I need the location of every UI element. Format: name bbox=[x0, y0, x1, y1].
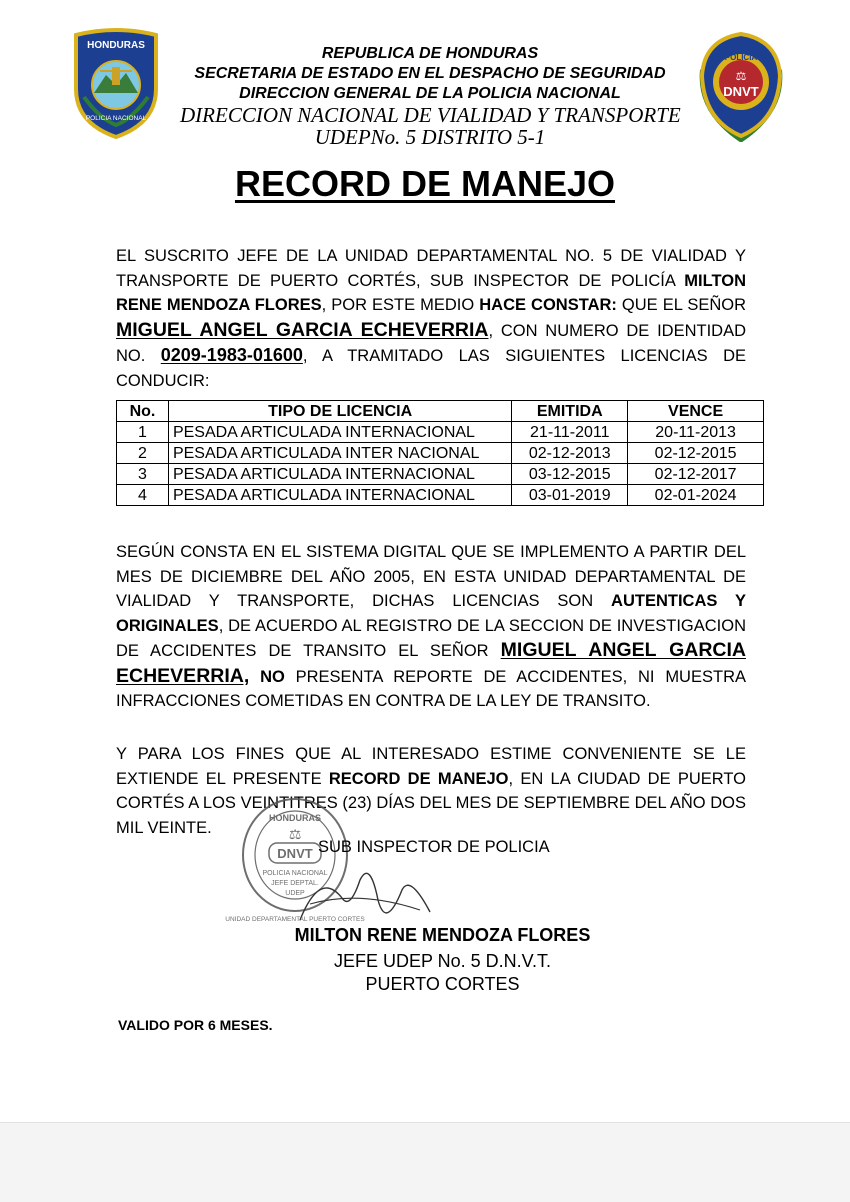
scan-bottom-margin bbox=[0, 1122, 850, 1202]
cell-no: 2 bbox=[117, 443, 169, 464]
stamp-ring1-text: POLICIA NACIONAL bbox=[262, 870, 328, 877]
cell-vence: 02-01-2024 bbox=[628, 485, 764, 506]
col-header-vence: VENCE bbox=[628, 401, 764, 422]
col-header-tipo: TIPO DE LICENCIA bbox=[168, 401, 511, 422]
cell-no: 3 bbox=[117, 464, 169, 485]
body2-text-2: , DE ACUERDO AL REGISTRO DE LA SECCION DE INVESTIGACION DE ACCIDENTES DE TRANSITO EL SEÑOR bbox=[116, 616, 746, 660]
table-row bbox=[117, 464, 764, 485]
table-header-row bbox=[117, 401, 764, 422]
letterhead bbox=[180, 44, 680, 148]
body3-text-1: Y PARA LOS FINES QUE AL INTERESADO ESTIME CONVENIENTE SE LE EXTIENDE EL PRESENTE bbox=[116, 745, 746, 788]
intro-text-2: , POR ESTE MEDIO bbox=[321, 296, 480, 314]
stamp-outer-text: UNIDAD DEPARTAMENTAL PUERTO CORTES bbox=[225, 916, 365, 923]
closing-paragraph bbox=[116, 742, 746, 840]
verification-paragraph bbox=[116, 540, 746, 714]
identity-number: 0209-1983-01600 bbox=[160, 345, 303, 365]
cell-tipo: PESADA ARTICULADA INTERNACIONAL bbox=[168, 464, 511, 485]
cell-tipo: PESADA ARTICULADA INTER NACIONAL bbox=[168, 443, 511, 464]
signer-name: MILTON RENE MENDOZA FLORES bbox=[294, 925, 591, 945]
cell-emitida: 21-11-2011 bbox=[512, 422, 628, 443]
licenses-table bbox=[116, 400, 764, 506]
cell-emitida: 03-01-2019 bbox=[512, 485, 628, 506]
stamp-center-text: DNVT bbox=[277, 846, 313, 861]
officer-name: MILTON RENE MENDOZA FLORES bbox=[116, 271, 746, 314]
col-header-emitida: EMITIDA bbox=[512, 401, 628, 422]
cell-tipo: PESADA ARTICULADA INTERNACIONAL bbox=[168, 485, 511, 506]
svg-text:⚖: ⚖ bbox=[735, 69, 747, 83]
cell-emitida: 03-12-2015 bbox=[512, 464, 628, 485]
stamp-ring2-text: JEFE DEPTAL. bbox=[271, 880, 319, 887]
cell-emitida: 02-12-2013 bbox=[512, 443, 628, 464]
no-phrase: NO bbox=[260, 667, 285, 686]
certify-phrase: HACE CONSTAR: bbox=[479, 296, 617, 314]
logo-left-bottom-text: POLICIA NACIONAL bbox=[85, 115, 147, 122]
table-row bbox=[117, 443, 764, 464]
intro-paragraph bbox=[116, 244, 746, 393]
stamp-top-text: HONDURAS bbox=[268, 813, 322, 823]
stamp-ring3-text: UDEP bbox=[285, 890, 305, 897]
table-row bbox=[117, 485, 764, 506]
body3-text-2: , EN LA CIUDAD DE PUERTO CORTÉS A LOS VEINTITRES (23) DÍAS DEL MES DE SEPTIEMBRE DEL AÑO DOS MIL VEINTE. bbox=[116, 769, 747, 837]
col-header-no: No. bbox=[117, 401, 169, 422]
table-row bbox=[117, 422, 764, 443]
header-line-3: DIRECCION GENERAL DE LA POLICIA NACIONAL bbox=[239, 85, 621, 102]
cell-no: 1 bbox=[117, 422, 169, 443]
logo-left-top-text: HONDURAS bbox=[87, 40, 145, 51]
logo-right-mid-text: DNVT bbox=[723, 84, 759, 99]
logo-right-top-text: POLICIA bbox=[724, 53, 758, 62]
policia-nacional-logo bbox=[70, 27, 162, 139]
body2-text-1: SEGÚN CONSTA EN EL SISTEMA DIGITAL QUE SE IMPLEMENTO A PARTIR DEL MES DE DICIEMBRE DEL AÑO 2005, EN ESTA UNIDAD DEPARTAMENTAL DE VIALIDAD Y TRANSPORTE, DICHAS LICENCIAS SON bbox=[116, 543, 746, 610]
cell-tipo: PESADA ARTICULADA INTERNACIONAL bbox=[168, 422, 511, 443]
signer-city: PUERTO CORTES bbox=[365, 974, 520, 994]
header-line-1: REPUBLICA DE HONDURAS bbox=[321, 45, 539, 62]
intro-text-5: , A TRAMITADO LAS SIGUIENTES LICENCIAS DE CONDUCIR: bbox=[116, 347, 746, 390]
document-title bbox=[0, 163, 850, 205]
header-line-4: DIRECCION NACIONAL DE VIALIDAD Y TRANSPORTE bbox=[180, 103, 681, 127]
authentic-phrase: AUTENTICAS Y ORIGINALES bbox=[116, 592, 747, 635]
header-line-5: UDEPNo. 5 DISTRITO 5-1 bbox=[314, 125, 546, 149]
person-name: MIGUEL ANGEL GARCIA ECHEVERRIA bbox=[116, 318, 489, 341]
cell-vence: 02-12-2017 bbox=[628, 464, 764, 485]
intro-text-3: QUE EL SEÑOR bbox=[616, 296, 746, 314]
cell-vence: 02-12-2015 bbox=[628, 443, 764, 464]
signer-rank: SUB INSPECTOR DE POLICIA bbox=[318, 838, 550, 856]
validity-note: VALIDO POR 6 MESES. bbox=[118, 1017, 273, 1033]
header-line-2: SECRETARIA DE ESTADO EN EL DESPACHO DE SEGURIDAD bbox=[194, 65, 666, 82]
signer-position: JEFE UDEP No. 5 D.N.V.T. bbox=[333, 951, 552, 971]
body2-spacer bbox=[249, 668, 260, 686]
cell-no: 4 bbox=[117, 485, 169, 506]
body2-text-4: PRESENTA REPORTE DE ACCIDENTES, NI MUESTRA INFRACCIONES COMETIDAS EN CONTRA DE LA LEY DE TRANSITO. bbox=[116, 667, 746, 710]
person-name-repeat: MIGUEL ANGEL GARCIA ECHEVERRIA, bbox=[116, 639, 746, 687]
intro-text-1: EL SUSCRITO JEFE DE LA UNIDAD DEPARTAMENTAL NO. 5 DE VIALIDAD Y TRANSPORTE DE PUERTO CORTÉS, SUB INSPECTOR DE POLICÍA bbox=[116, 247, 746, 290]
document-title-text: RECORD DE MANEJO bbox=[234, 163, 616, 204]
intro-text-4: , CON NUMERO DE IDENTIDAD NO. bbox=[116, 321, 746, 365]
svg-text:⚖: ⚖ bbox=[288, 827, 302, 843]
record-phrase: RECORD DE MANEJO bbox=[328, 769, 509, 788]
dnvt-logo bbox=[694, 30, 788, 142]
cell-vence: 20-11-2013 bbox=[628, 422, 764, 443]
